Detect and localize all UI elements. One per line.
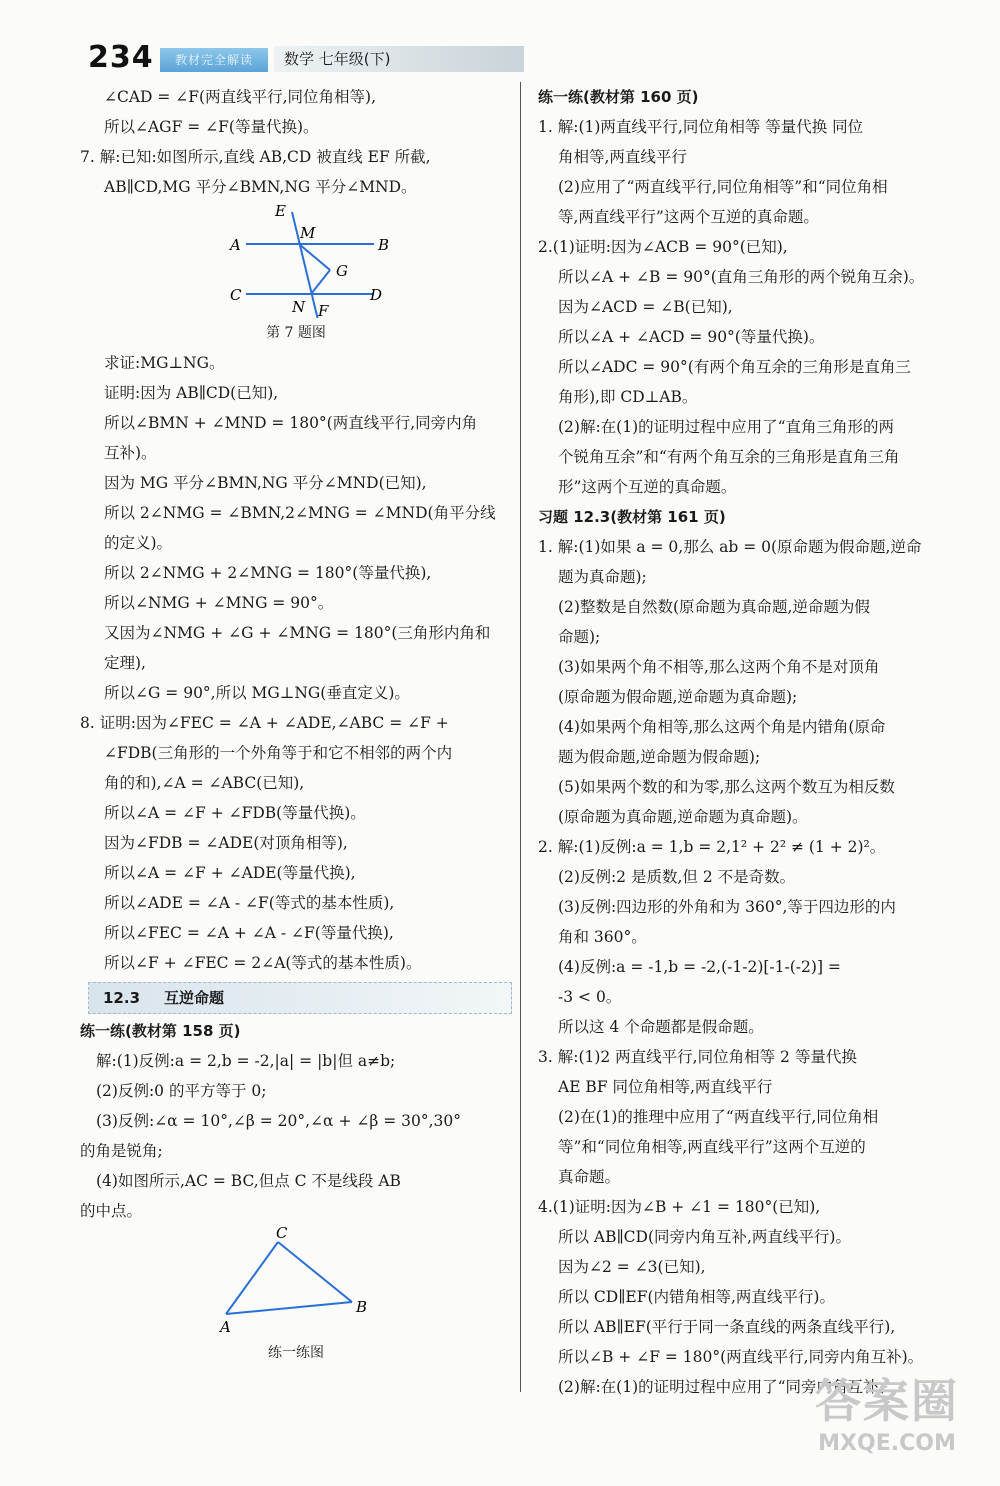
label-F: F	[318, 302, 329, 318]
text-line: 的定义)。	[104, 534, 173, 552]
label-M: M	[300, 224, 316, 242]
text-line: 的中点。	[80, 1202, 143, 1220]
text-line: 角相等,两直线平行	[558, 148, 687, 166]
right-column	[538, 82, 974, 1402]
text-line: -3 < 0。	[558, 988, 622, 1006]
column-divider	[520, 82, 521, 1392]
text-line: 所以∠A + ∠B = 90°(直角三角形的两个锐角互余)。	[558, 268, 925, 286]
text-line: 等”和“同位角相等,两直线平行”这两个互逆的	[558, 1138, 866, 1156]
text-line: (4)如图所示,AC = BC,但点 C 不是线段 AB	[96, 1172, 401, 1190]
section-number: 12.3	[103, 989, 141, 1007]
text-line: 所以∠B + ∠F = 180°(两直线平行,同旁内角互补)。	[558, 1348, 924, 1366]
text-line: 所以∠A = ∠F + ∠FDB(等量代换)。	[104, 804, 366, 822]
text-line: 所以 AB∥EF(平行于同一条直线的两条直线平行),	[558, 1318, 896, 1336]
text-line: (3)反例:∠α = 10°,∠β = 20°,∠α + ∠β = 30°,30°	[96, 1112, 462, 1130]
text-line: (2)在(1)的推理中应用了“两直线平行,同位角相	[558, 1108, 879, 1126]
page-number: 234	[88, 40, 154, 75]
text-line: 互补)。	[104, 444, 157, 462]
text-line: 个锐角互余”和“有两个角互余的三角形是直角三角	[558, 448, 900, 466]
text-line: 定理),	[104, 654, 146, 672]
text-line: (2)反例:2 是质数,但 2 不是奇数。	[558, 868, 796, 886]
text-line: 解:(1)反例:a = 2,b = -2,|a| = |b|但 a≠b;	[96, 1052, 396, 1070]
practice-figure-caption: 练一练图	[268, 1345, 324, 1361]
text-line: 命题);	[558, 628, 601, 646]
text-line: (4)反例:a = -1,b = -2,(-1-2)[-1-(-2)] =	[558, 958, 841, 976]
watermark-text: 答案圈	[815, 1374, 959, 1428]
text-line: (原命题为真命题,逆命题为真命题)。	[558, 808, 808, 826]
label-C: C	[230, 286, 242, 304]
text-line: 所以 2∠NMG = ∠BMN,2∠MNG = ∠MND(角平分线	[104, 504, 496, 522]
figure-7-diagram	[80, 202, 512, 318]
text-line: 所以 2∠NMG + 2∠MNG = 180°(等量代换),	[104, 564, 432, 582]
text-line: 形”这两个互逆的真命题。	[558, 478, 737, 496]
text-line: 1. 解:(1)如果 a = 0,那么 ab = 0(原命题为假命题,逆命	[538, 538, 922, 556]
text-line: (2)反例:0 的平方等于 0;	[96, 1082, 267, 1100]
text-line: (2)应用了“两直线平行,同位角相等”和“同位角相	[558, 178, 888, 196]
text-line: 的角是锐角;	[80, 1142, 163, 1160]
text-line: 所以∠ADC = 90°(有两个角互余的三角形是直角三	[558, 358, 911, 376]
text-line: 所以∠BMN + ∠MND = 180°(两直线平行,同旁内角	[104, 414, 478, 432]
text-line: 所以∠ADE = ∠A - ∠F(等式的基本性质),	[104, 894, 395, 912]
text-line: 题为假命题,逆命题为假命题);	[558, 748, 761, 766]
left-column	[80, 82, 512, 1368]
text-line: AE BF 同位角相等,两直线平行	[558, 1078, 773, 1096]
label-N: N	[292, 298, 306, 316]
text-line: 所以 CD∥EF(内错角相等,两直线平行)。	[558, 1288, 835, 1306]
text-line: (2)整数是自然数(原命题为真命题,逆命题为假	[558, 598, 870, 616]
text-line: 因为 MG 平分∠BMN,NG 平分∠MND(已知),	[104, 474, 427, 492]
label-C: C	[276, 1226, 288, 1242]
watermark	[792, 1365, 982, 1456]
text-line: 求证:MG⊥NG。	[104, 354, 225, 372]
text-line: 7. 解:已知:如图所示,直线 AB,CD 被直线 EF 所截,	[80, 148, 431, 166]
section-header	[88, 982, 512, 1014]
text-line: 8. 证明:因为∠FEC = ∠A + ∠ADE,∠ABC = ∠F +	[80, 714, 449, 732]
label-G: G	[336, 262, 348, 280]
label-E: E	[275, 202, 286, 220]
text-line: 3. 解:(1)2 两直线平行,同位角相等 2 等量代换	[538, 1048, 857, 1066]
text-line: ∠FDB(三角形的一个外角等于和它不相邻的两个内	[104, 744, 453, 762]
label-B: B	[378, 236, 390, 254]
subject-label: 数学 七年级(下)	[274, 46, 524, 72]
text-line: 所以这 4 个命题都是假命题。	[558, 1018, 764, 1036]
text-line: 4.(1)证明:因为∠B + ∠1 = 180°(已知),	[538, 1198, 821, 1216]
text-line: 所以∠F + ∠FEC = 2∠A(等式的基本性质)。	[104, 954, 422, 972]
text-line: (5)如果两个数的和为零,那么这两个数互为相反数	[558, 778, 895, 796]
text-line: AB∥CD,MG 平分∠BMN,NG 平分∠MND。	[104, 178, 417, 196]
practice-figure-diagram	[80, 1226, 512, 1338]
section-title: 互逆命题	[164, 989, 225, 1007]
text-line: 角和 360°。	[558, 928, 647, 946]
page-header	[88, 40, 448, 76]
text-line: 证明:因为 AB∥CD(已知),	[104, 384, 279, 402]
text-line: 所以∠FEC = ∠A + ∠A - ∠F(等量代换),	[104, 924, 394, 942]
text-line: 角的和),∠A = ∠ABC(已知),	[104, 774, 305, 792]
label-A: A	[230, 236, 241, 254]
text-line: (2)解:在(1)的证明过程中应用了“同旁内角互补、	[558, 1378, 895, 1396]
text-line: 2. 解:(1)反例:a = 1,b = 2,1² + 2² ≠ (1 + 2)²。	[538, 838, 886, 856]
text-line: 所以∠AGF = ∠F(等量代换)。	[104, 118, 319, 136]
text-line: 因为∠FDB = ∠ADE(对顶角相等),	[104, 834, 348, 852]
text-line: 所以∠A = ∠F + ∠ADE(等量代换),	[104, 864, 356, 882]
figure-7-caption: 第 7 题图	[266, 325, 326, 341]
text-line: (3)反例:四边形的外角和为 360°,等于四边形的内	[558, 898, 896, 916]
text-line: (3)如果两个角不相等,那么这两个角不是对顶角	[558, 658, 880, 676]
text-line: 因为∠ACD = ∠B(已知),	[558, 298, 733, 316]
text-line: (4)如果两个角相等,那么这两个角是内错角(原命	[558, 718, 886, 736]
text-line: ∠CAD = ∠F(两直线平行,同位角相等),	[104, 88, 377, 106]
label-B: B	[356, 1298, 368, 1316]
subheading: 练一练(教材第 158 页)	[80, 1022, 241, 1040]
text-line: 又因为∠NMG + ∠G + ∠MNG = 180°(三角形内角和	[104, 624, 491, 642]
text-line: 题为真命题);	[558, 568, 647, 586]
subheading: 练一练(教材第 160 页)	[538, 88, 699, 106]
text-line: (2)解:在(1)的证明过程中应用了“直角三角形的两	[558, 418, 895, 436]
subheading: 习题 12.3(教材第 161 页)	[538, 508, 726, 526]
series-badge: 教材完全解读	[160, 48, 268, 72]
text-line: 所以∠G = 90°,所以 MG⊥NG(垂直定义)。	[104, 684, 410, 702]
text-line: 所以∠A + ∠ACD = 90°(等量代换)。	[558, 328, 825, 346]
text-line: 真命题。	[558, 1168, 621, 1186]
practice-figure	[80, 1226, 512, 1338]
text-line: 等,两直线平行”这两个互逆的真命题。	[558, 208, 819, 226]
text-line: 因为∠2 = ∠3(已知),	[558, 1258, 706, 1276]
text-line: 2.(1)证明:因为∠ACB = 90°(已知),	[538, 238, 788, 256]
label-A: A	[220, 1318, 231, 1336]
text-line: 所以 AB∥CD(同旁内角互补,两直线平行)。	[558, 1228, 851, 1246]
text-line: 1. 解:(1)两直线平行,同位角相等 等量代换 同位	[538, 118, 864, 136]
label-D: D	[370, 286, 383, 304]
figure-7	[80, 202, 512, 318]
text-line: (原命题为假命题,逆命题为真命题);	[558, 688, 798, 706]
text-line: 所以∠NMG + ∠MNG = 90°。	[104, 594, 334, 612]
watermark-url: MXQE.COM	[818, 1431, 956, 1456]
text-line: 角形),即 CD⊥AB。	[558, 388, 698, 406]
